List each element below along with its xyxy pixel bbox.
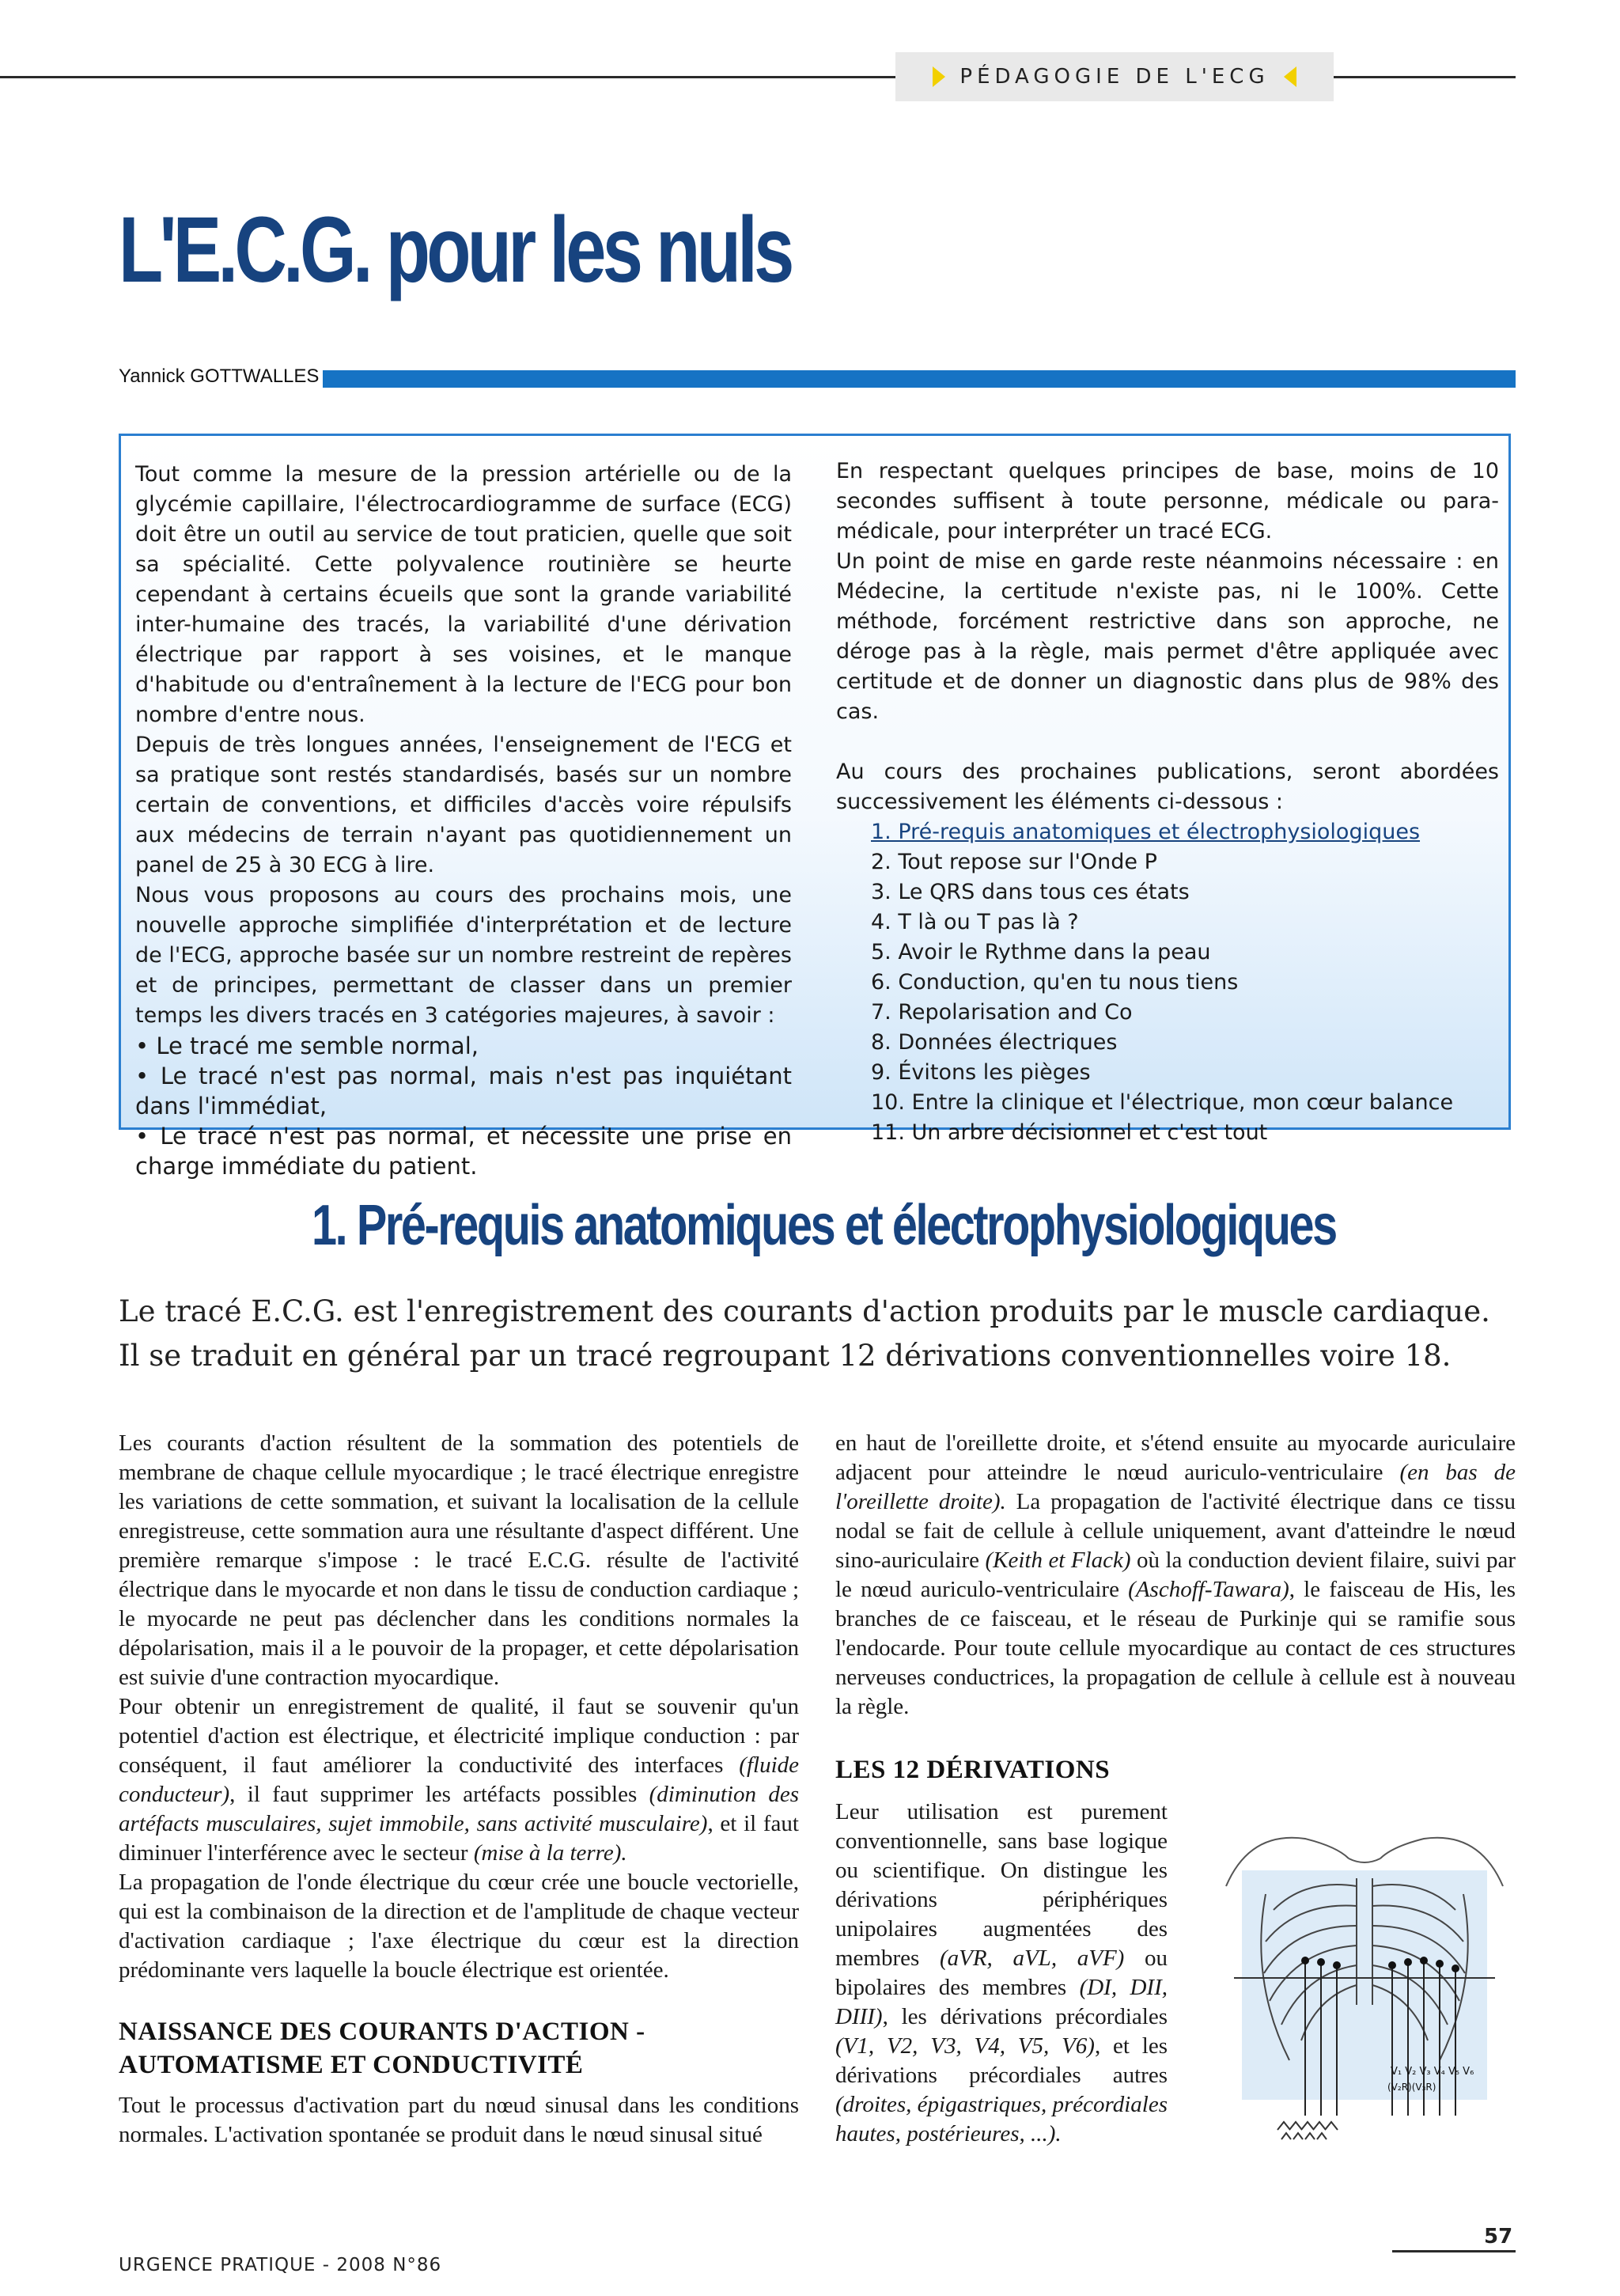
rubric-label: PÉDAGOGIE DE L'ECG: [960, 65, 1270, 89]
list-item: 11. Un arbre décisionnel et c'est tout: [871, 1120, 1268, 1145]
arrow-left-icon: [1284, 66, 1296, 87]
abstract-paragraph: En respectant quelques principes de base, moins de 10 secondes suffisent à toute personne, médicale ou para-médicale, pour interpréter un tracé ECG.: [836, 459, 1499, 544]
list-item: 7. Repolarisation and Co: [871, 1000, 1133, 1025]
abstract-paragraph: Nous vous proposons au cours des prochains mois, une nouvelle approche simplifiée d'interprétation et de lecture de l'ECG, approche basée sur un nombre restreint de repères et de principes, permettant de classer dans un premier temps les divers tracés en 3 catégories majeures, à savoir :: [135, 883, 792, 1028]
list-item[interactable]: 1. Pré-requis anatomiques et électrophysiologiques: [871, 820, 1421, 844]
abstract-left-column: [135, 460, 792, 1181]
list-item: 5. Avoir le Rythme dans la peau: [871, 940, 1211, 964]
header-rule-right: [1334, 76, 1516, 78]
rubric-banner: [895, 52, 1334, 101]
body-paragraph: La propagation de l'onde électrique du cœur crée une boucle vectorielle, qui est la combinaison de la direction et de l'amplitude de chaque vecteur d'activation cardiaque ; l'axe électrique du cœur est la direction prédominante vers laquelle la boucle électrique est orientée.: [119, 1870, 799, 1983]
list-item: 9. Évitons les pièges: [871, 1060, 1091, 1085]
arrow-right-icon: [933, 66, 945, 87]
list-item: 10. Entre la clinique et l'électrique, mon cœur balance: [871, 1090, 1454, 1115]
list-item: 6. Conduction, qu'en tu nous tiens: [871, 970, 1239, 995]
body-paragraph: en haut de l'oreillette droite, et s'étend ensuite au myocarde auriculaire adjacent pour atteindre le nœud auriculo-ventriculaire (en bas de l'oreillette droite). La propagation de l'activité électrique dans ce tissu nodal se fait de cellule à cellule uniquement, avant d'atteindre le nœud sino-auriculaire (Keith et Flack) où la conduction devient filaire, suivi par le nœud auriculo-ventriculaire (Aschoff-Tawara), le faisceau de His, les branches de ce faisceau, et le réseau de Purkinje qui se ramifie sous l'endocarde. Pour toute cellule myocardique au contact de ces structures nerveuses conductrices, la propagation de cellule à cellule est à nouveau la règle.: [835, 1430, 1516, 1719]
body-column-left: [119, 1429, 799, 2150]
page-number-rule: [1392, 2250, 1516, 2252]
header-rule-left: [0, 76, 895, 78]
list-item: 8. Données électriques: [871, 1030, 1118, 1055]
precordial-leads-figure: [1218, 1823, 1511, 2155]
article-title: L'E.C.G. pour les nuls: [119, 198, 791, 302]
list-item: 4. T là ou T pas là ?: [871, 910, 1079, 934]
body-paragraph: Les courants d'action résultent de la sommation des potentiels de membrane de chaque cellule myocardique ; le tracé électrique enregistre les variations de cette sommation, et suivant la localisation de la cellule enregistreuse, cette sommation aura une résultante d'aspect différent. Une première remarque s'impose : le tracé E.C.G. résulte de l'activité électrique dans le myocarde et non dans le tissu de conduction cardiaque ; le myocarde ne peut pas déclencher dans les conditions normales la dépolarisation, mais il a le pouvoir de la propager, et cette dépolarisation est suivie d'une contraction myocardique.: [119, 1430, 799, 1690]
section-lead: [119, 1290, 1516, 1378]
lead-sublabels: (V₂R)(V₃R): [1387, 2082, 1436, 2093]
abstract-bullet: • Le tracé n'est pas normal, mais n'est pas inquiétant dans l'immédiat,: [135, 1063, 792, 1120]
body-paragraph: Tout le processus d'activation part du nœud sinusal dans les conditions normales. L'activation spontanée se produit dans le nœud sinusal situé: [119, 2093, 799, 2147]
abstract-paragraph: Un point de mise en garde reste néanmoins nécessaire : en Médecine, la certitude n'existe pas, ni le 100%. Cette méthode, forcément restrictive dans son approche, ne déroge pas à la règle, mais permet d'être appliquée avec certitude et de donner un diagnostic dans plus de 98% des cas.: [836, 549, 1499, 724]
abstract-right-column: [836, 457, 1499, 1148]
author-name: Yannick GOTTWALLES: [119, 366, 320, 387]
page-number: 57: [1484, 2225, 1513, 2249]
abstract-bullet: • Le tracé n'est pas normal, et nécessite une prise en charge immédiate du patient.: [135, 1123, 792, 1180]
body-paragraph: Leur utilisation est purement conventionnelle, sans base logique ou scientifique. On distingue les dérivations périphériques unipolaires augmentées des membres (aVR, aVL, aVF) ou bipolaires des membres (DI, DII, DIII), les dérivations précordiales (V1, V2, V3, V4, V5, V6), et les dérivations précordiales autres (droites, épigastriques, précordiales hautes, postérieures, ...).: [835, 1799, 1168, 2146]
author-bar: [323, 370, 1516, 388]
lead-line: Le tracé E.C.G. est l'enregistrement des courants d'action produits par le muscle cardiaque.: [119, 1294, 1490, 1328]
body-paragraph: Pour obtenir un enregistrement de qualité, il faut se souvenir qu'un potentiel d'action est électrique, et électricité implique conduction : par conséquent, il faut améliorer la conductivité des interfaces (fluide conducteur), il faut supprimer les artéfacts possibles (diminution des artéfacts musculaires, sujet immobile, sans activité musculaire), et il faut diminuer l'interférence avec le secteur (mise à la terre).: [119, 1694, 799, 1866]
series-list: [836, 817, 1499, 1148]
lead-labels: V₁ V₂ V₃ V₄ V₅ V₆: [1391, 2066, 1474, 2078]
list-item: 3. Le QRS dans tous ces états: [871, 880, 1190, 904]
abstract-paragraph: Tout comme la mesure de la pression artérielle ou de la glycémie capillaire, l'électrocardiogramme de surface (ECG) doit être un outil au service de tout praticien, quelle que soit sa spécialité. Cette polyvalence routinière se heurte cependant à certains écueils que sont la grande variabilité inter-humaine des tracés, la variabilité d'une dérivation électrique par rapport à ses voisines, et le manque d'habitude ou d'entraînement à la lecture de l'ECG pour bon nombre d'entre nous.: [135, 462, 792, 727]
section-title: 1. Pré-requis anatomiques et électrophysiologiques: [312, 1194, 1336, 1257]
lead-line: Il se traduit en général par un tracé regroupant 12 dérivations conventionnelles voire 18.: [119, 1339, 1452, 1373]
abstract-box: [119, 434, 1511, 1180]
list-item: 2. Tout repose sur l'Onde P: [871, 850, 1157, 874]
abstract-paragraph: Depuis de très longues années, l'enseignement de l'ECG et sa pratique sont restés standardisés, basés sur un nombre certain de conventions, et difficiles d'accès voire répulsifs aux médecins de terrain n'ayant pas quotidiennement un panel de 25 à 30 ECG à lire.: [135, 733, 792, 877]
subheading: LES 12 DÉRIVATIONS: [835, 1756, 1111, 1784]
abstract-paragraph: Au cours des prochaines publications, seront abordées successivement les éléments ci-dessous :: [836, 760, 1499, 814]
ground-symbols: [1277, 2122, 1338, 2139]
journal-footer: URGENCE PRATIQUE - 2008 N°86: [119, 2255, 442, 2275]
abstract-bullet: • Le tracé me semble normal,: [135, 1032, 479, 1059]
subheading: NAISSANCE DES COURANTS D'ACTION - AUTOMATISME ET CONDUCTIVITÉ: [119, 2018, 645, 2079]
